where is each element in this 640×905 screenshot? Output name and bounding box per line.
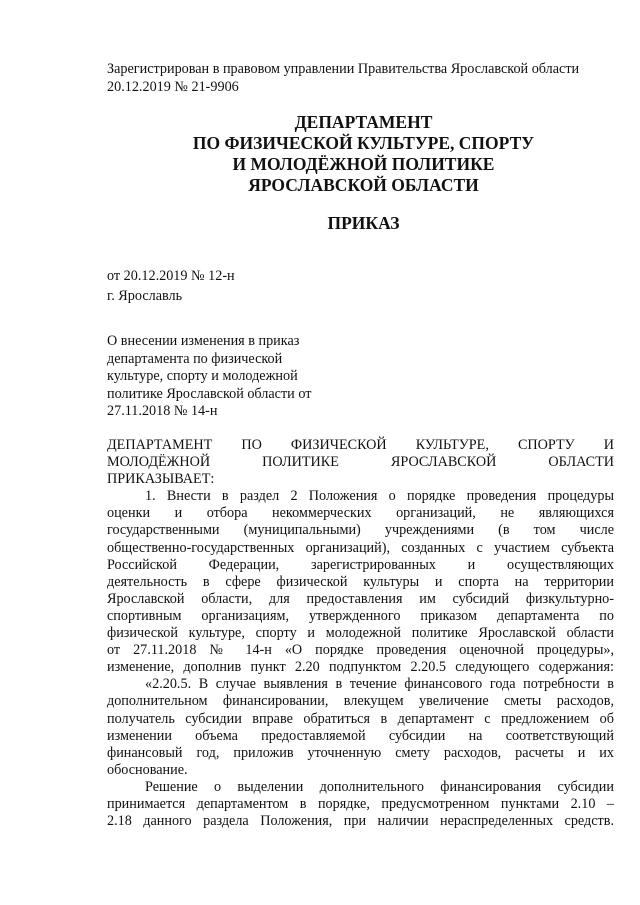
paragraph-line: Решение о выделении дополнительного финансирования субсидии — [145, 778, 614, 795]
paragraph-1 — [107, 488, 614, 676]
paragraph-line: от 27.11.2018 № 14-н «О порядке проведения оценочной процедуры», — [107, 642, 614, 659]
paragraph-line: спортивным организациям, утвержденного приказом департамента по — [107, 607, 614, 624]
paragraph-line: оценки и отбора некоммерческих организаций, не являющихся — [107, 505, 614, 522]
paragraph-line: деятельность в сфере физической культуры и спорта на территории — [107, 573, 614, 590]
subject-line: департамента по физической — [107, 350, 283, 367]
order-meta — [107, 266, 235, 306]
registration-date-number: 20.12.2019 № 21-9906 — [107, 79, 239, 95]
heading-line: ЯРОСЛАВСКОЙ ОБЛАСТИ — [248, 175, 479, 195]
subject-line: политике Ярославской области от — [107, 385, 312, 402]
paragraph-line: изменение, дополнив пункт 2.20 подпунктом 2.20.5 следующего содержания: — [107, 659, 614, 676]
heading-line: ДЕПАРТАМЕНТ — [294, 112, 433, 132]
paragraph-line: общественно-государственных организаций), созданных с участием субъекта — [107, 539, 614, 556]
preamble — [107, 437, 614, 488]
order-date-number: от 20.12.2019 № 12-н — [107, 268, 235, 284]
paragraph-line: изменении объема предоставляемой субсидии на соответствующий — [107, 727, 614, 744]
subject-line: культуре, спорту и молодежной — [107, 368, 298, 384]
paragraph-line: дополнительном финансировании, влекущем увеличение сметы расходов, — [107, 693, 614, 710]
preamble-line: ДЕПАРТАМЕНТ ПО ФИЗИЧЕСКОЙ КУЛЬТУРЕ, СПОРТУ И — [107, 437, 614, 453]
paragraph-line: Ярославской области, для предоставления им субсидий физкультурно- — [107, 590, 614, 607]
paragraph-line: физической культуре, спорту и молодежной политике Ярославской области — [107, 625, 614, 642]
order-body — [107, 437, 614, 830]
heading-line: ПО ФИЗИЧЕСКОЙ КУЛЬТУРЕ, СПОРТУ — [192, 133, 535, 153]
document-type-title: ПРИКАЗ — [327, 213, 400, 233]
paragraph-line: 1. Внести в раздел 2 Положения о порядке проведения процедуры — [145, 488, 614, 505]
preamble-line: МОЛОДЁЖНОЙ ПОЛИТИКЕ ЯРОСЛАВСКОЙ ОБЛАСТИ — [107, 454, 614, 471]
order-subject — [107, 333, 367, 421]
paragraph-line: Российской Федерации, зарегистрированных и осуществляющих — [107, 556, 614, 573]
paragraph-line: 2.18 данного раздела Положения, при наличии нераспределенных средств. — [107, 813, 614, 830]
subject-line: 27.11.2018 № 14-н — [107, 403, 218, 419]
paragraph-2 — [107, 676, 614, 779]
heading-line: И МОЛОДЁЖНОЙ ПОЛИТИКЕ — [232, 154, 495, 174]
preamble-line: ПРИКАЗЫВАЕТ: — [107, 471, 215, 488]
department-heading — [107, 112, 620, 196]
subject-line: О внесении изменения в приказ — [107, 333, 300, 349]
registration-stamp — [107, 60, 617, 96]
paragraph-3 — [107, 779, 614, 830]
paragraph-line: «2.20.5. В случае выявления в течение финансового года потребности в — [145, 676, 614, 693]
paragraph-line: финансовый год, приложив уточненную смету расходов, расчеты и их — [107, 744, 614, 761]
paragraph-line: получатель субсидии вправе обратиться в департамент с предложением об — [107, 710, 614, 727]
order-city: г. Ярославль — [107, 288, 183, 304]
paragraph-line: государственными (муниципальными) учреждениями (в том числе — [107, 522, 614, 539]
paragraph-line: принимается департаментом в порядке, предусмотренном пунктами 2.10 – — [107, 795, 614, 812]
paragraph-line: обоснование. — [107, 761, 188, 778]
registration-line: Зарегистрирован в правовом управлении Правительства Ярославской области — [107, 61, 580, 77]
